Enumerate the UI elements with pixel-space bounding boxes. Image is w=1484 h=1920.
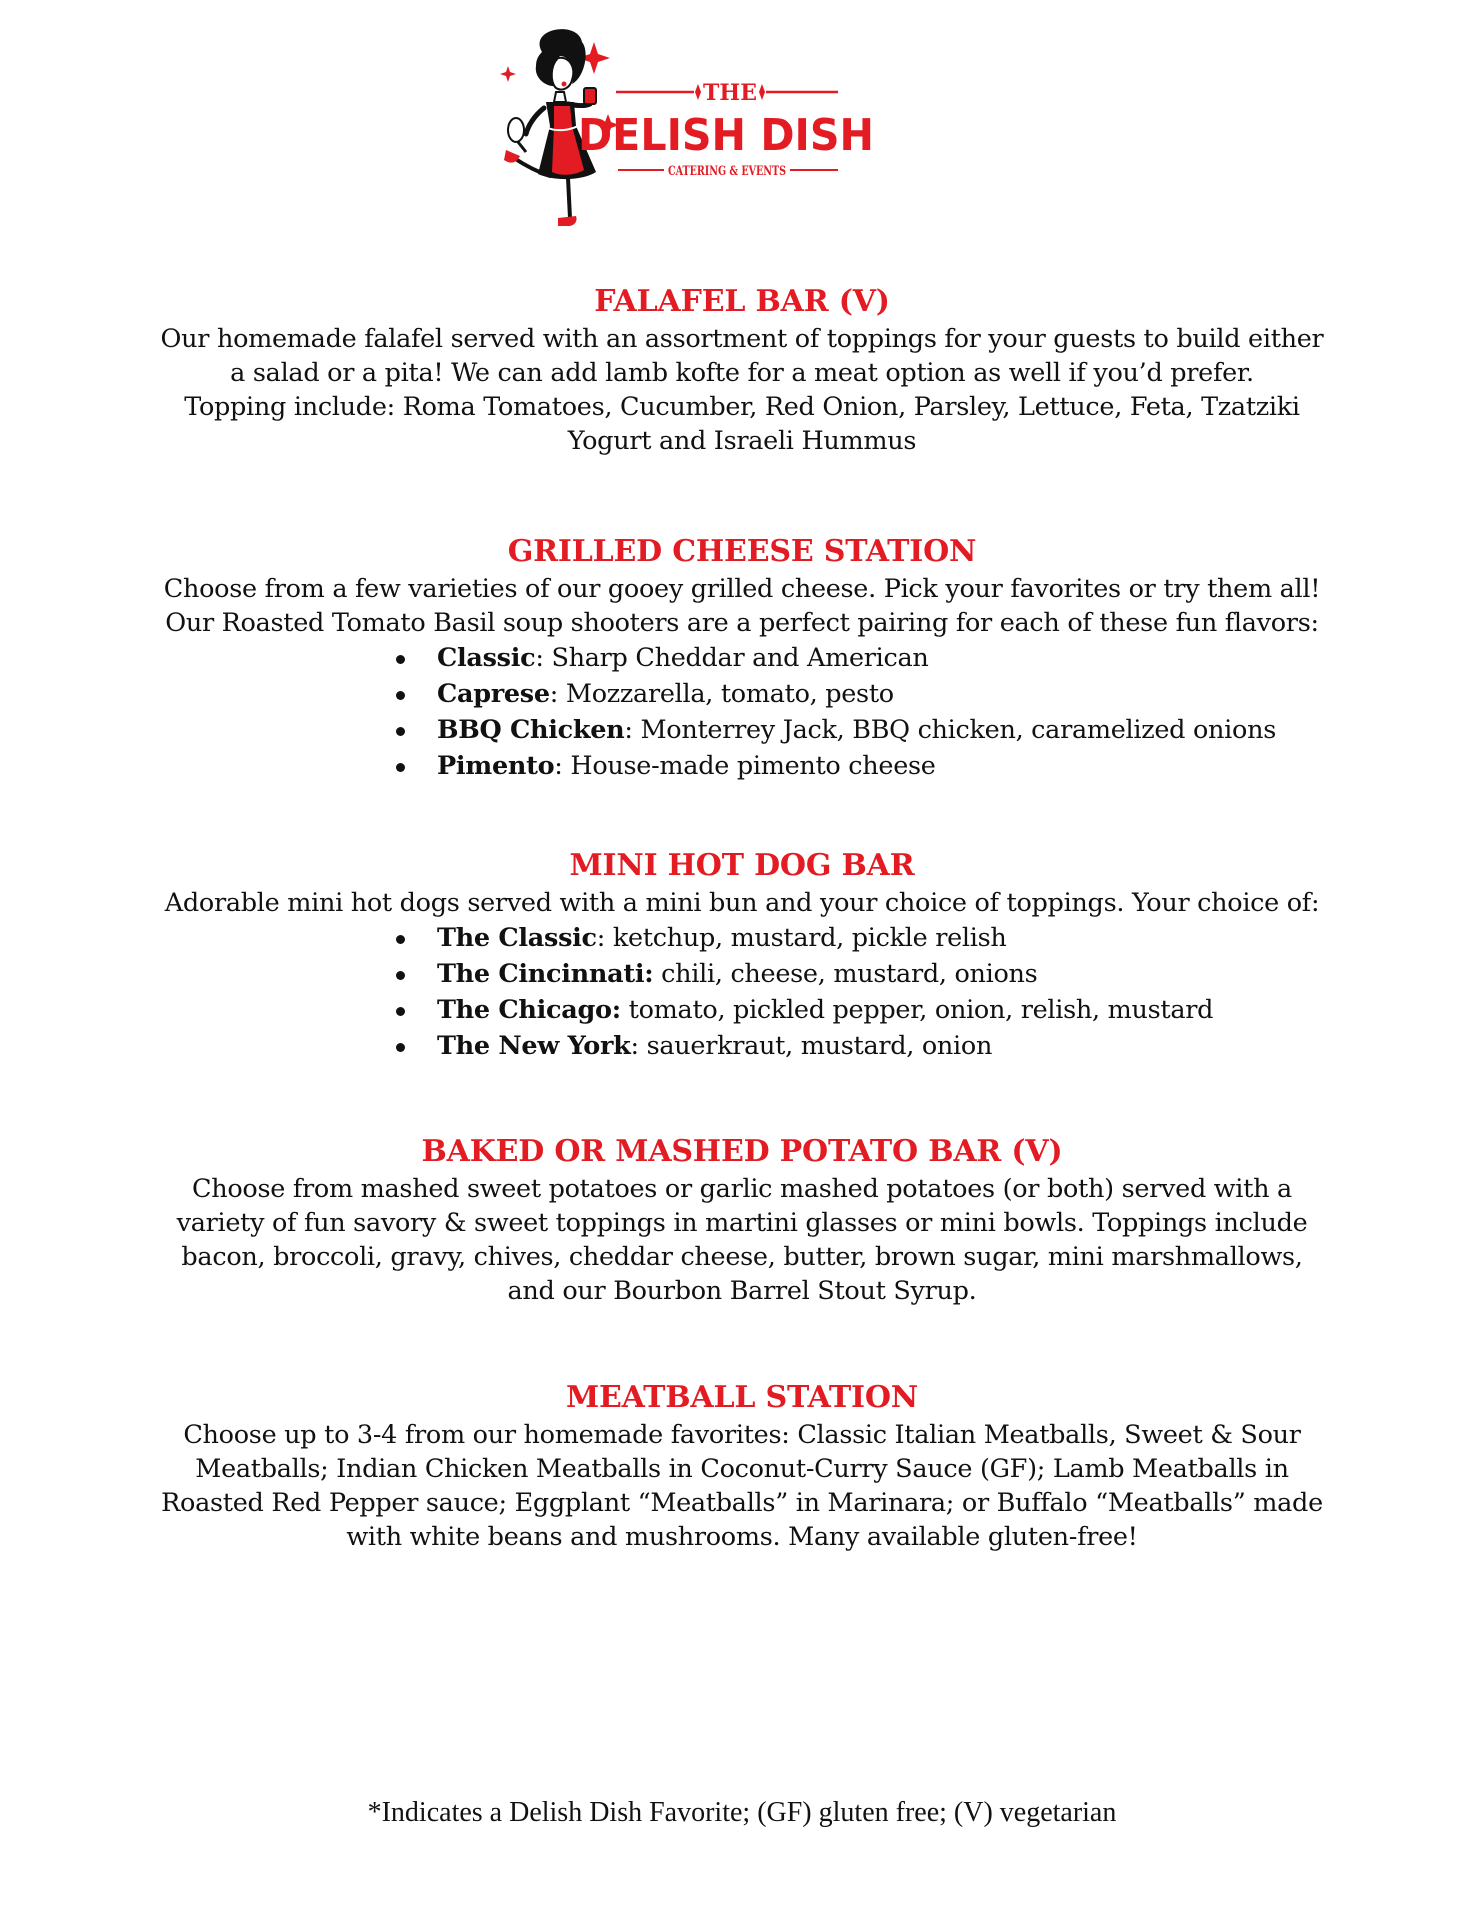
list-item bbox=[396, 640, 1484, 676]
description-line: Our homemade falafel served with an assortment of toppings for your guests to build either bbox=[160, 324, 1324, 354]
logo-pre: THE bbox=[703, 80, 757, 106]
section-description bbox=[150, 322, 1334, 458]
item-name: The Cincinnati: bbox=[437, 959, 654, 989]
description-line: Meatballs; Indian Chicken Meatballs in Coconut-Curry Sauce (GF); Lamb Meatballs in bbox=[195, 1454, 1289, 1484]
section-title: MINI HOT DOG BAR bbox=[569, 848, 915, 883]
description-line: Choose from a few varieties of our gooey grilled cheese. Pick your favorites or try them all! bbox=[163, 574, 1321, 604]
item-description: Mozzarella, tomato, pesto bbox=[565, 679, 894, 709]
item-separator: : bbox=[549, 679, 566, 709]
item-description: sauerkraut, mustard, onion bbox=[646, 1031, 993, 1061]
item-name: BBQ Chicken bbox=[437, 715, 625, 745]
item-name: The Classic bbox=[437, 923, 597, 953]
item-description: Sharp Cheddar and American bbox=[551, 643, 929, 673]
brand-logo bbox=[498, 22, 938, 272]
section-grilled-cheese-station bbox=[150, 532, 1334, 784]
item-description: chili, cheese, mustard, onions bbox=[661, 959, 1038, 989]
menu-item-list bbox=[396, 640, 1484, 784]
item-name: Caprese bbox=[437, 679, 550, 709]
section-mini-hot-dog-bar bbox=[150, 846, 1334, 1064]
item-name: Classic bbox=[437, 643, 536, 673]
description-line: Choose up to 3-4 from our homemade favorites: Classic Italian Meatballs, Sweet & Sour bbox=[183, 1420, 1301, 1450]
item-separator: : bbox=[624, 715, 641, 745]
list-item bbox=[396, 992, 1484, 1028]
item-name: The New York bbox=[437, 1031, 631, 1061]
section-description bbox=[150, 1418, 1334, 1554]
section-title: BAKED OR MASHED POTATO BAR (V) bbox=[421, 1134, 1063, 1169]
section-meatball-station bbox=[150, 1378, 1334, 1554]
description-line: Roasted Red Pepper sauce; Eggplant “Meatballs” in Marinara; or Buffalo “Meatballs” made bbox=[161, 1488, 1323, 1518]
description-line: a salad or a pita! We can add lamb kofte for a meat option as well if you’d prefer. bbox=[230, 358, 1254, 388]
description-line: Our Roasted Tomato Basil soup shooters are a perfect pairing for each of these fun flavors: bbox=[165, 608, 1319, 638]
description-line: and our Bourbon Barrel Stout Syrup. bbox=[507, 1276, 977, 1306]
item-separator: : bbox=[554, 751, 571, 781]
menu-item-list bbox=[396, 920, 1484, 1064]
section-description bbox=[150, 1172, 1334, 1308]
description-line: bacon, broccoli, gravy, chives, cheddar cheese, butter, brown sugar, mini marshmallows, bbox=[181, 1242, 1303, 1272]
section-title: FALAFEL BAR (V) bbox=[594, 284, 890, 319]
logo-name: DELISH DISH bbox=[578, 110, 874, 161]
section-potato-bar bbox=[150, 1132, 1334, 1308]
list-item bbox=[396, 712, 1484, 748]
section-title: GRILLED CHEESE STATION bbox=[507, 534, 977, 569]
item-description: ketchup, mustard, pickle relish bbox=[612, 923, 1007, 953]
item-separator bbox=[621, 995, 629, 1025]
item-separator: : bbox=[630, 1031, 647, 1061]
brand-wordmark bbox=[578, 80, 874, 179]
item-separator: : bbox=[596, 923, 613, 953]
logo-tagline: CATERING & EVENTS bbox=[668, 164, 786, 179]
item-name: The Chicago: bbox=[437, 995, 621, 1025]
list-item bbox=[396, 920, 1484, 956]
description-line: Choose from mashed sweet potatoes or garlic mashed potatoes (or both) served with a bbox=[192, 1174, 1292, 1204]
description-line: with white beans and mushrooms. Many available gluten-free! bbox=[346, 1522, 1138, 1552]
description-line: Topping include: Roma Tomatoes, Cucumber, Red Onion, Parsley, Lettuce, Feta, Tzatziki bbox=[184, 392, 1300, 422]
footnote: *Indicates a Delish Dish Favorite; (GF) gluten free; (V) vegetarian bbox=[367, 1797, 1117, 1828]
description-line: Yogurt and Israeli Hummus bbox=[567, 426, 917, 456]
section-falafel-bar bbox=[150, 282, 1334, 458]
item-description: Monterrey Jack, BBQ chicken, caramelized onions bbox=[640, 715, 1276, 745]
list-item bbox=[396, 956, 1484, 992]
section-description bbox=[150, 572, 1334, 640]
description-line: Adorable mini hot dogs served with a mini bun and your choice of toppings. Your choice of: bbox=[164, 888, 1320, 918]
item-description: House-made pimento cheese bbox=[570, 751, 936, 781]
list-item bbox=[396, 1028, 1484, 1064]
section-title: MEATBALL STATION bbox=[566, 1380, 918, 1415]
item-name: Pimento bbox=[437, 751, 555, 781]
list-item bbox=[396, 748, 1484, 784]
item-separator: : bbox=[535, 643, 552, 673]
section-description bbox=[150, 886, 1334, 920]
item-description: tomato, pickled pepper, onion, relish, mustard bbox=[628, 995, 1214, 1025]
list-item bbox=[396, 676, 1484, 712]
item-separator bbox=[653, 959, 661, 989]
description-line: variety of fun savory & sweet toppings in martini glasses or mini bowls. Toppings include bbox=[176, 1208, 1308, 1238]
